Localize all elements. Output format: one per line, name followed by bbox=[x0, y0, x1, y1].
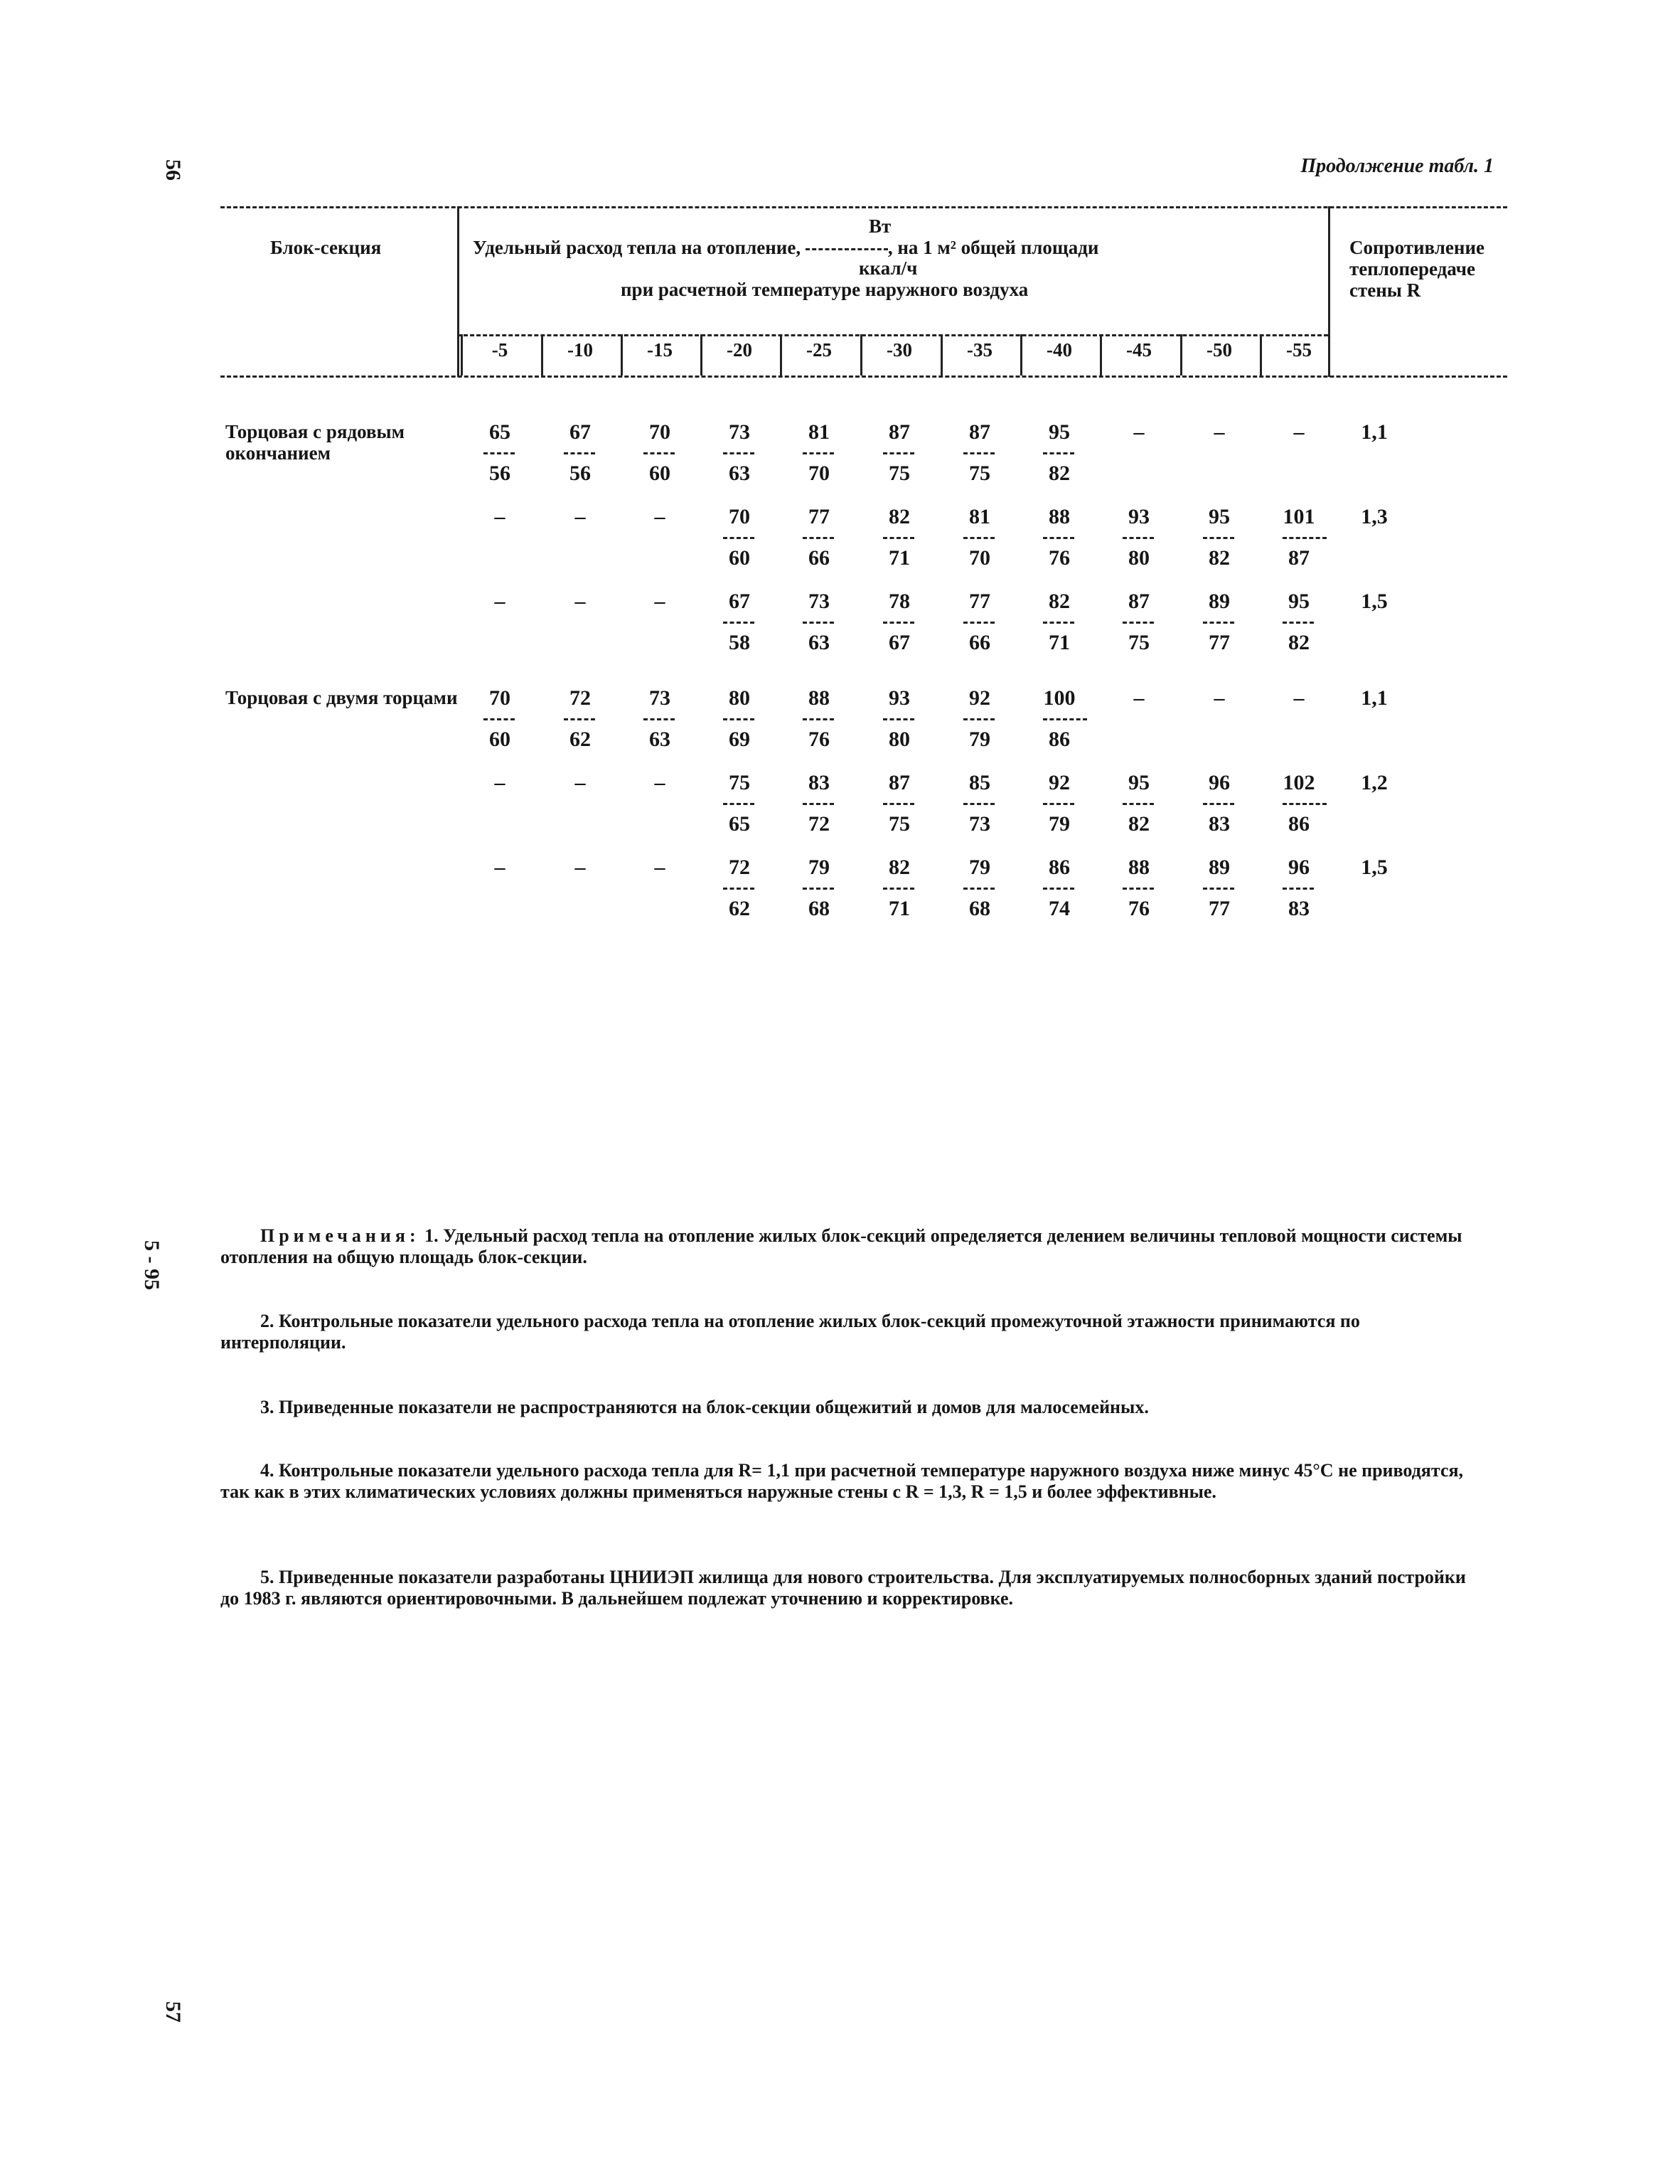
cell-numerator: 65 bbox=[489, 420, 510, 444]
cell-numerator: 72 bbox=[729, 856, 750, 879]
resistance-line1: Сопротивление bbox=[1349, 237, 1484, 258]
cell-numerator: 93 bbox=[1128, 505, 1150, 528]
cell-denominator: 75 bbox=[969, 462, 990, 485]
col-header-resistance bbox=[1349, 237, 1484, 301]
cell-numerator: 89 bbox=[1209, 590, 1230, 613]
continuation-label: Продолжение табл. 1 bbox=[1300, 155, 1494, 177]
cell-denominator: 70 bbox=[969, 546, 990, 570]
heat-header-fraction-rule bbox=[806, 248, 888, 250]
temperature-header-cell: -30 bbox=[887, 339, 912, 361]
resistance-value: 1,5 bbox=[1361, 590, 1388, 613]
temperature-column-divider bbox=[1020, 334, 1022, 375]
cell-denominator: 63 bbox=[729, 462, 750, 485]
cell-numerator: 80 bbox=[729, 686, 750, 710]
cell-numerator: – bbox=[1133, 420, 1145, 444]
cell-denominator: 79 bbox=[969, 728, 990, 751]
heat-header-line1 bbox=[473, 237, 1098, 258]
temperature-header-cell: -20 bbox=[727, 339, 752, 361]
cell-fraction-line bbox=[1123, 888, 1154, 890]
cell-denominator: 80 bbox=[1128, 546, 1150, 570]
cell-denominator: 67 bbox=[889, 631, 910, 654]
cell-fraction-line bbox=[1043, 537, 1074, 539]
cell-fraction-line bbox=[723, 888, 754, 890]
cell-fraction-line bbox=[643, 718, 675, 720]
cell-numerator: 88 bbox=[1128, 856, 1150, 879]
temperature-header-cell: -15 bbox=[647, 339, 673, 361]
temperature-column-divider bbox=[1180, 334, 1182, 375]
cell-denominator: 60 bbox=[489, 728, 510, 751]
note-5: 5. Приведенные показатели разработаны ЦНИИЭП жилища для нового строительства. Для эксплуатируемых полносборных зданий постройки до 1983 г. являются ориентировочными. В дальнейшем подлежат уточнению и корректировке. bbox=[220, 1567, 1466, 1609]
cell-fraction-line bbox=[483, 452, 515, 454]
cell-numerator: 82 bbox=[889, 856, 910, 879]
cell-numerator: – bbox=[1214, 686, 1225, 710]
cell-denominator: 71 bbox=[889, 897, 910, 920]
heat-header-unit-bottom: ккал/ч bbox=[859, 257, 918, 279]
resistance-value: 1,2 bbox=[1361, 771, 1388, 794]
cell-fraction-line bbox=[963, 452, 995, 454]
cell-fraction-line bbox=[803, 622, 834, 624]
resistance-value: 1,3 bbox=[1361, 505, 1388, 528]
cell-numerator: 87 bbox=[1128, 590, 1150, 613]
resistance-line3: стены R bbox=[1349, 279, 1421, 301]
cell-numerator: – bbox=[494, 590, 505, 613]
cell-fraction-line bbox=[803, 803, 834, 805]
cell-numerator: 82 bbox=[1049, 590, 1070, 613]
cell-numerator: 78 bbox=[889, 590, 910, 613]
cell-numerator: 67 bbox=[729, 590, 750, 613]
temperature-header-cell: -35 bbox=[967, 339, 993, 361]
header-top-rule bbox=[220, 206, 1507, 208]
cell-denominator: 70 bbox=[808, 462, 830, 485]
cell-numerator: 95 bbox=[1209, 505, 1230, 528]
heat-header-line1-end: , на 1 м² общей площади bbox=[887, 237, 1099, 258]
cell-fraction-line bbox=[1283, 622, 1314, 624]
heat-header-unit-top: Вт bbox=[869, 215, 892, 237]
cell-denominator: 79 bbox=[1049, 812, 1070, 836]
cell-fraction-line bbox=[883, 888, 914, 890]
cell-numerator: 81 bbox=[969, 505, 990, 528]
cell-numerator: 87 bbox=[969, 420, 990, 444]
cell-numerator: 92 bbox=[969, 686, 990, 710]
temperature-header-cell: -25 bbox=[806, 339, 832, 361]
cell-fraction-line bbox=[883, 452, 914, 454]
cell-fraction-line bbox=[963, 803, 995, 805]
cell-fraction-line bbox=[963, 537, 995, 539]
margin-stamp: 5 - 95 bbox=[140, 1240, 164, 1290]
heat-header-line1-start: Удельный расход тепла на отопление, bbox=[473, 237, 801, 258]
cell-denominator: 76 bbox=[808, 728, 830, 751]
cell-numerator: – bbox=[654, 590, 665, 613]
temperature-header-cell: -5 bbox=[491, 339, 508, 361]
cell-numerator: 88 bbox=[808, 686, 830, 710]
cell-fraction-line bbox=[564, 718, 595, 720]
cell-fraction-line bbox=[883, 718, 914, 720]
cell-numerator: – bbox=[654, 856, 665, 879]
header-bottom-rule bbox=[220, 375, 1507, 378]
cell-numerator: 83 bbox=[808, 771, 830, 794]
cell-fraction-line bbox=[723, 452, 754, 454]
cell-numerator: – bbox=[494, 505, 505, 528]
cell-numerator: 77 bbox=[969, 590, 990, 613]
cell-denominator: 68 bbox=[808, 897, 830, 920]
cell-fraction-line bbox=[564, 452, 595, 454]
resistance-value: 1,1 bbox=[1361, 420, 1388, 444]
cell-numerator: – bbox=[654, 505, 665, 528]
cell-denominator: 77 bbox=[1209, 897, 1230, 920]
cell-fraction-line bbox=[803, 888, 834, 890]
cell-fraction-line bbox=[723, 718, 754, 720]
cell-numerator: – bbox=[494, 771, 505, 794]
cell-denominator: 77 bbox=[1209, 631, 1230, 654]
cell-denominator: 58 bbox=[729, 631, 750, 654]
temperature-column-divider bbox=[1260, 334, 1262, 375]
temperature-header-cell: -10 bbox=[567, 339, 593, 361]
temperature-column-divider bbox=[461, 334, 463, 375]
temperature-header-cell: -55 bbox=[1286, 339, 1312, 361]
cell-numerator: – bbox=[1293, 686, 1305, 710]
cell-numerator: 73 bbox=[808, 590, 830, 613]
cell-fraction-line bbox=[1043, 718, 1087, 720]
cell-fraction-line bbox=[1283, 888, 1314, 890]
cell-denominator: 83 bbox=[1288, 897, 1310, 920]
cell-denominator: 87 bbox=[1288, 546, 1310, 570]
cell-fraction-line bbox=[1123, 622, 1154, 624]
left-page-number: 56 bbox=[161, 159, 185, 181]
cell-denominator: 66 bbox=[808, 546, 830, 570]
temperature-header-cell: -45 bbox=[1126, 339, 1152, 361]
cell-numerator: 88 bbox=[1049, 505, 1070, 528]
temperature-column-divider bbox=[1100, 334, 1102, 375]
cell-fraction-line bbox=[643, 452, 675, 454]
cell-numerator: 81 bbox=[808, 420, 830, 444]
cell-numerator: 77 bbox=[808, 505, 830, 528]
cell-numerator: 87 bbox=[889, 771, 910, 794]
cell-denominator: 75 bbox=[889, 812, 910, 836]
cell-denominator: 63 bbox=[808, 631, 830, 654]
temperature-column-divider bbox=[621, 334, 623, 375]
cell-denominator: 60 bbox=[729, 546, 750, 570]
cell-denominator: 75 bbox=[1128, 631, 1150, 654]
cell-fraction-line bbox=[723, 803, 754, 805]
cell-denominator: 86 bbox=[1288, 812, 1310, 836]
cell-numerator: – bbox=[654, 771, 665, 794]
cell-denominator: 82 bbox=[1288, 631, 1310, 654]
cell-fraction-line bbox=[803, 452, 834, 454]
cell-fraction-line bbox=[803, 537, 834, 539]
note-3: 3. Приведенные показатели не распространяются на блок-секции общежитий и домов для малосемейных. bbox=[260, 1397, 1149, 1417]
resistance-value: 1,5 bbox=[1361, 856, 1388, 879]
cell-fraction-line bbox=[1043, 452, 1074, 454]
cell-numerator: 101 bbox=[1283, 505, 1315, 528]
cell-numerator: 70 bbox=[729, 505, 750, 528]
cell-denominator: 62 bbox=[569, 728, 591, 751]
cell-fraction-line bbox=[883, 622, 914, 624]
temperature-header-cell: -50 bbox=[1207, 339, 1232, 361]
cell-numerator: 75 bbox=[729, 771, 750, 794]
temperature-header-cell: -40 bbox=[1047, 339, 1072, 361]
cell-numerator: 70 bbox=[649, 420, 670, 444]
cell-denominator: 74 bbox=[1049, 897, 1070, 920]
note-1-text: 1. Удельный расход тепла на отопление жилых блок-секций определяется делением величины тепловой мощности системы отопления на общую площадь блок-секции. bbox=[220, 1225, 1462, 1267]
cell-denominator: 63 bbox=[649, 728, 670, 751]
temperature-column-divider bbox=[941, 334, 943, 375]
cell-fraction-line bbox=[1283, 803, 1327, 805]
cell-fraction-line bbox=[483, 718, 515, 720]
cell-denominator: 56 bbox=[489, 462, 510, 485]
temperature-column-divider bbox=[541, 334, 543, 375]
cell-denominator: 66 bbox=[969, 631, 990, 654]
cell-denominator: 82 bbox=[1209, 546, 1230, 570]
cell-fraction-line bbox=[803, 718, 834, 720]
cell-denominator: 68 bbox=[969, 897, 990, 920]
cell-fraction-line bbox=[1043, 888, 1074, 890]
cell-numerator: 95 bbox=[1128, 771, 1150, 794]
cell-numerator: 67 bbox=[569, 420, 591, 444]
cell-denominator: 80 bbox=[889, 728, 910, 751]
temp-row-top-rule bbox=[457, 334, 1328, 336]
cell-numerator: 89 bbox=[1209, 856, 1230, 879]
temperature-column-divider bbox=[780, 334, 782, 375]
cell-numerator: 72 bbox=[569, 686, 591, 710]
cell-numerator: 86 bbox=[1049, 856, 1070, 879]
temperature-column-divider bbox=[860, 334, 862, 375]
cell-denominator: 76 bbox=[1128, 897, 1150, 920]
cell-denominator: 86 bbox=[1049, 728, 1070, 751]
cell-numerator: 87 bbox=[889, 420, 910, 444]
cell-fraction-line bbox=[1123, 537, 1154, 539]
cell-numerator: 82 bbox=[889, 505, 910, 528]
resistance-line2: теплопередаче bbox=[1349, 258, 1475, 279]
header-divider-left bbox=[457, 206, 459, 377]
cell-numerator: 95 bbox=[1288, 590, 1310, 613]
cell-numerator: – bbox=[574, 856, 586, 879]
cell-denominator: 82 bbox=[1128, 812, 1150, 836]
cell-fraction-line bbox=[723, 622, 754, 624]
cell-fraction-line bbox=[1123, 803, 1154, 805]
cell-numerator: – bbox=[1133, 686, 1145, 710]
cell-fraction-line bbox=[1203, 888, 1234, 890]
cell-denominator: 76 bbox=[1049, 546, 1070, 570]
temperature-column-divider bbox=[700, 334, 702, 375]
cell-fraction-line bbox=[1043, 622, 1074, 624]
right-page-number: 57 bbox=[161, 2001, 185, 2023]
note-2: 2. Контрольные показатели удельного расхода тепла на отопление жилых блок-секций промежуточной этажности принимаются по интерполяции. bbox=[220, 1311, 1360, 1353]
cell-numerator: 73 bbox=[649, 686, 670, 710]
cell-fraction-line bbox=[963, 888, 995, 890]
cell-denominator: 69 bbox=[729, 728, 750, 751]
cell-denominator: 62 bbox=[729, 897, 750, 920]
cell-denominator: 75 bbox=[889, 462, 910, 485]
cell-numerator: 102 bbox=[1283, 771, 1315, 794]
cell-numerator: 95 bbox=[1049, 420, 1070, 444]
cell-fraction-line bbox=[1283, 537, 1327, 539]
cell-numerator: 93 bbox=[889, 686, 910, 710]
cell-numerator: 79 bbox=[808, 856, 830, 879]
cell-fraction-line bbox=[1203, 803, 1234, 805]
cell-numerator: 100 bbox=[1043, 686, 1076, 710]
cell-numerator: – bbox=[494, 856, 505, 879]
cell-fraction-line bbox=[883, 537, 914, 539]
cell-denominator: 82 bbox=[1049, 462, 1070, 485]
cell-denominator: 56 bbox=[569, 462, 591, 485]
cell-denominator: 71 bbox=[1049, 631, 1070, 654]
cell-fraction-line bbox=[963, 718, 995, 720]
cell-numerator: – bbox=[574, 590, 586, 613]
cell-numerator: 70 bbox=[489, 686, 510, 710]
cell-numerator: – bbox=[1293, 420, 1305, 444]
cell-denominator: 65 bbox=[729, 812, 750, 836]
cell-fraction-line bbox=[723, 537, 754, 539]
cell-numerator: 85 bbox=[969, 771, 990, 794]
col-header-block: Блок-секция bbox=[270, 237, 382, 258]
cell-fraction-line bbox=[1043, 803, 1074, 805]
cell-denominator: 71 bbox=[889, 546, 910, 570]
cell-denominator: 83 bbox=[1209, 812, 1230, 836]
cell-fraction-line bbox=[1203, 537, 1234, 539]
cell-numerator: – bbox=[574, 771, 586, 794]
row-group-label: Торцовая с двумя торцами bbox=[225, 687, 458, 708]
cell-numerator: – bbox=[1214, 420, 1225, 444]
row-group-label: Торцовая с рядовым окончанием bbox=[225, 421, 405, 464]
cell-numerator: 73 bbox=[729, 420, 750, 444]
cell-numerator: 79 bbox=[969, 856, 990, 879]
cell-fraction-line bbox=[963, 622, 995, 624]
cell-numerator: – bbox=[574, 505, 586, 528]
cell-denominator: 60 bbox=[649, 462, 670, 485]
cell-numerator: 96 bbox=[1209, 771, 1230, 794]
cell-fraction-line bbox=[883, 803, 914, 805]
heat-header-line2: при расчетной температуре наружного воздуха bbox=[621, 279, 1029, 300]
note-1 bbox=[220, 1225, 1486, 1268]
cell-denominator: 72 bbox=[808, 812, 830, 836]
note-4: 4. Контрольные показатели удельного расхода тепла для R= 1,1 при расчетной температуре наружного воздуха ниже минус 45°С не приводятся, так как в этих климатических условиях должны применяться наружные стены с R = 1,3, R = 1,5 и более эффективные. bbox=[220, 1460, 1464, 1502]
resistance-value: 1,1 bbox=[1361, 686, 1388, 710]
cell-numerator: 96 bbox=[1288, 856, 1310, 879]
cell-fraction-line bbox=[1203, 622, 1234, 624]
cell-numerator: 92 bbox=[1049, 771, 1070, 794]
notes-heading: Примечания: bbox=[260, 1225, 420, 1246]
cell-denominator: 73 bbox=[969, 812, 990, 836]
